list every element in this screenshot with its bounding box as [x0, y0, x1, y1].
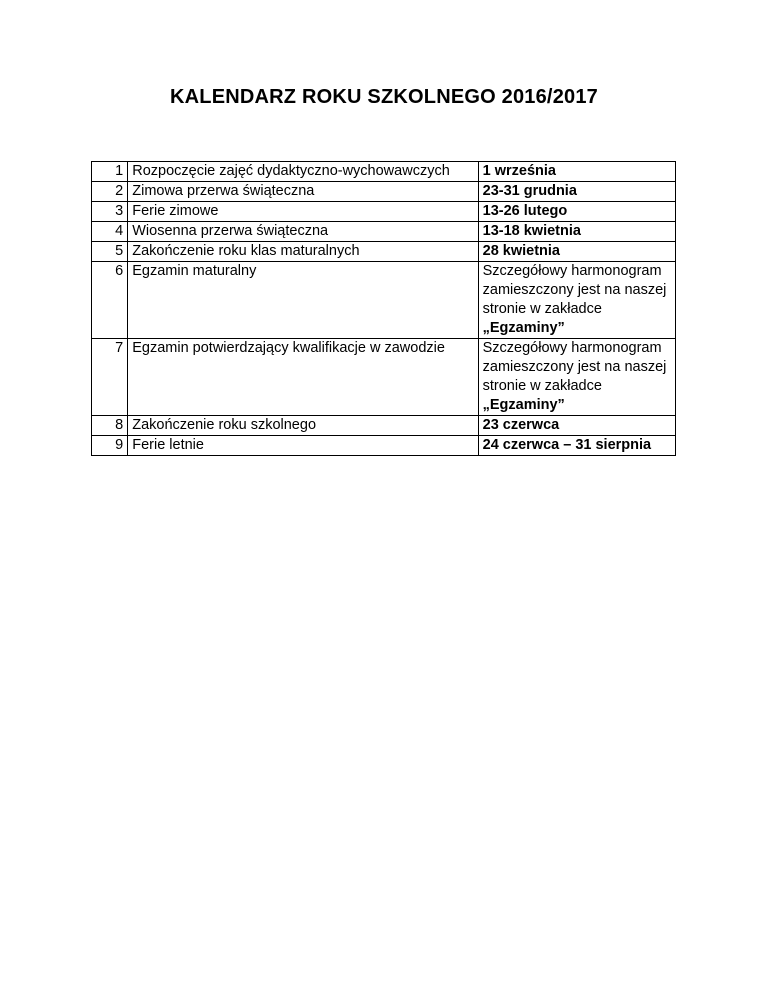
table-row — [92, 436, 676, 456]
event-date-link-text: „Egzaminy” — [482, 320, 565, 336]
event-date — [478, 222, 675, 242]
table-row — [92, 162, 676, 182]
row-number: 2 — [92, 182, 128, 202]
event-name: Zimowa przerwa świąteczna — [128, 182, 478, 202]
event-name: Wiosenna przerwa świąteczna — [128, 222, 478, 242]
event-name: Ferie zimowe — [128, 202, 478, 222]
event-date — [478, 242, 675, 262]
event-date — [478, 436, 675, 456]
event-date — [478, 202, 675, 222]
table-row — [92, 222, 676, 242]
row-number: 5 — [92, 242, 128, 262]
event-date-value: 24 czerwca – 31 sierpnia — [482, 437, 652, 453]
page-title: KALENDARZ ROKU SZKOLNEGO 2016/2017 — [169, 86, 598, 108]
row-number: 8 — [92, 416, 128, 436]
event-date-link-text: „Egzaminy” — [482, 397, 565, 413]
table-row — [92, 262, 676, 339]
event-date — [478, 416, 675, 436]
event-date-value: 23 czerwca — [482, 417, 560, 433]
row-number: 9 — [92, 436, 128, 456]
table-row — [92, 339, 676, 416]
event-name: Egzamin potwierdzający kwalifikacje w zawodzie — [128, 339, 478, 416]
row-number: 3 — [92, 202, 128, 222]
event-date — [478, 162, 675, 182]
table-row — [92, 242, 676, 262]
calendar-table — [91, 161, 676, 456]
row-number: 7 — [92, 339, 128, 416]
row-number: 1 — [92, 162, 128, 182]
table-row — [92, 182, 676, 202]
table-row — [92, 202, 676, 222]
event-date — [478, 339, 675, 416]
event-name: Zakończenie roku szkolnego — [128, 416, 478, 436]
event-name: Egzamin maturalny — [128, 262, 478, 339]
event-date-text: Szczegółowy harmonogram zamieszczony jest na naszej stronie w zakładce — [482, 263, 667, 317]
row-number: 6 — [92, 262, 128, 339]
event-name: Zakończenie roku klas maturalnych — [128, 242, 478, 262]
event-date-value: 23-31 grudnia — [482, 183, 577, 199]
event-name: Ferie letnie — [128, 436, 478, 456]
event-date-text: Szczegółowy harmonogram zamieszczony jest na naszej stronie w zakładce — [482, 340, 667, 394]
event-date-value: 1 września — [482, 163, 556, 179]
event-date-value: 13-18 kwietnia — [482, 223, 581, 239]
event-date-value: 13-26 lutego — [482, 203, 568, 219]
row-number: 4 — [92, 222, 128, 242]
event-date — [478, 262, 675, 339]
event-date-value: 28 kwietnia — [482, 243, 560, 259]
event-name: Rozpoczęcie zajęć dydaktyczno-wychowawczych — [128, 162, 478, 182]
table-row — [92, 416, 676, 436]
event-date — [478, 182, 675, 202]
